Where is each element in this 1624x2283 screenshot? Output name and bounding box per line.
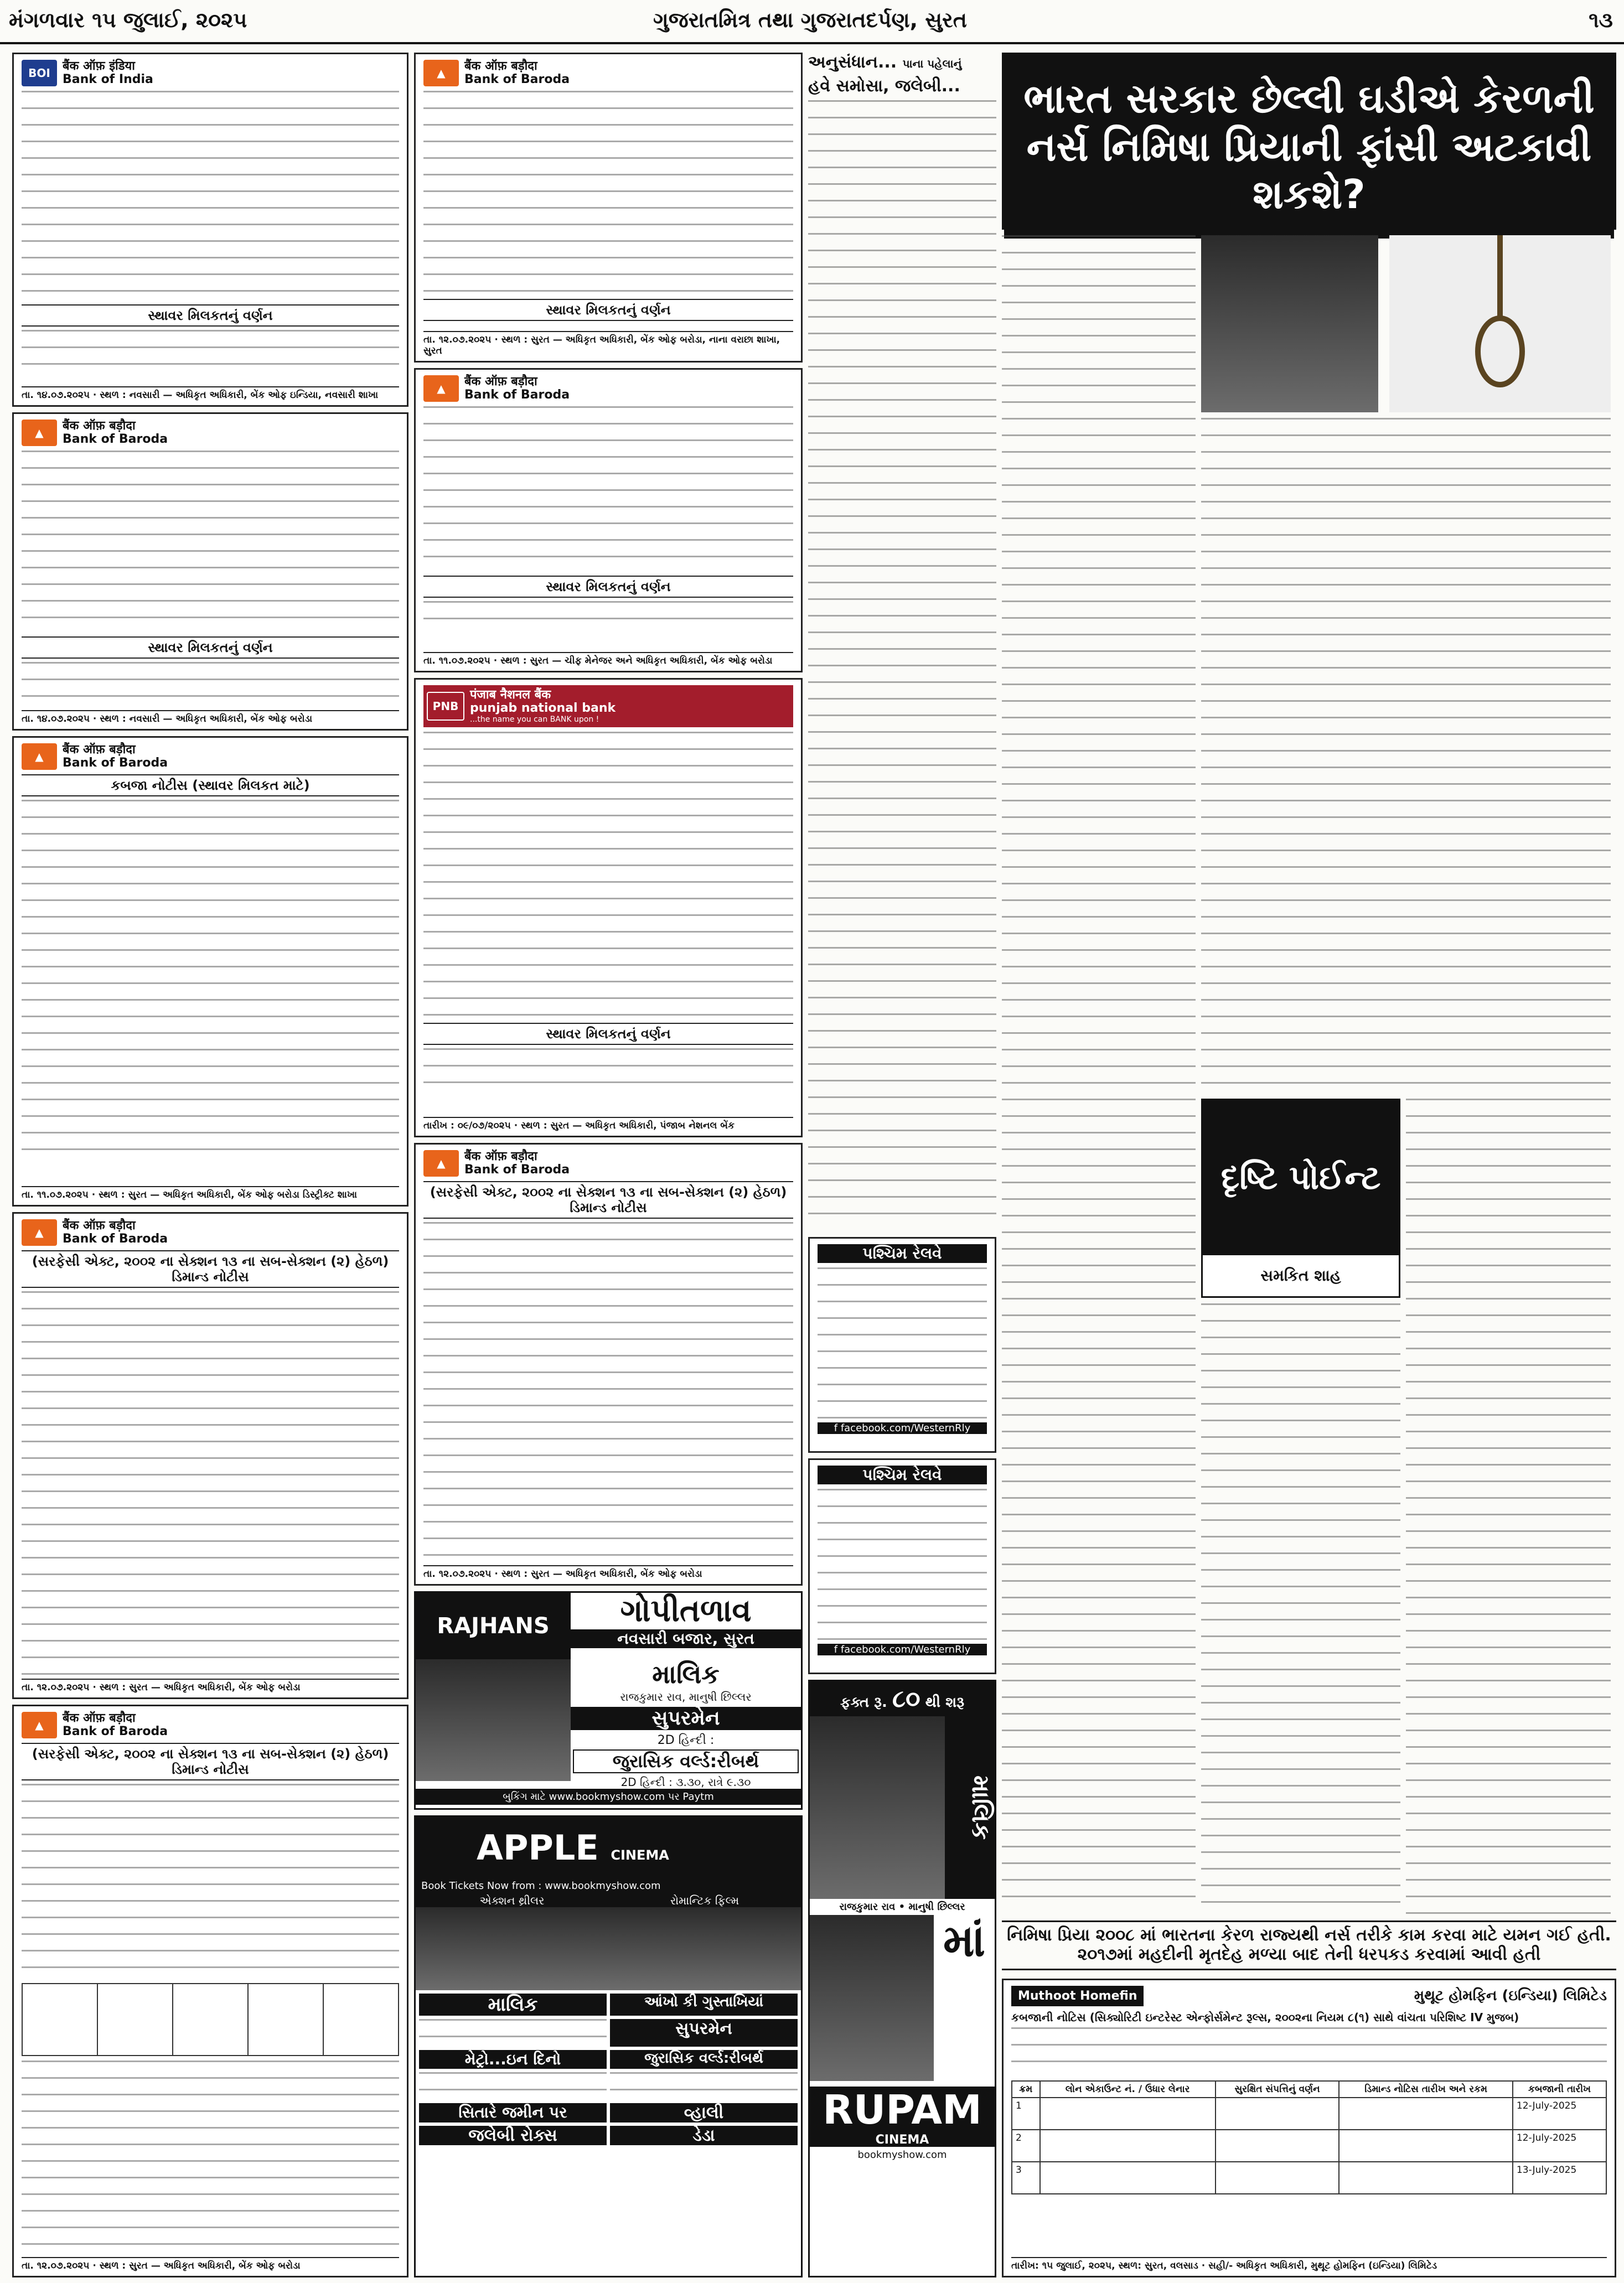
bob-logo-icon: ▲ bbox=[22, 1712, 57, 1738]
notice-bob-6: ▲ बैंक ऑफ़ बड़ौदा Bank of Baroda સ્થાવર મિલકતનું વર્ણન તા. ૧૧.૦૭.૨૦૨૫ · સ્થળ : સુરત — ચીફ મેનેજર અને અધિકૃત અધિકારી, બેંક ઓફ બરોડા bbox=[414, 368, 803, 672]
header-page-number: ૧૩ bbox=[1589, 8, 1613, 32]
property-description bbox=[22, 662, 399, 706]
movie-item: જલેબી રોક્સ bbox=[419, 2126, 607, 2145]
movie-poster bbox=[416, 1659, 571, 1781]
rupam-logo: RUPAM bbox=[810, 2087, 995, 2133]
muthoot-notice bbox=[1002, 1979, 1616, 2277]
apple-cinema-ad bbox=[414, 1815, 803, 2277]
movie-item: માલિક bbox=[419, 1994, 607, 2016]
notice-title: (સરફેસી એક્ટ, ૨૦૦૨ ના સેક્શન ૧૩ ના સબ-સેક્શન (૨) હેઠળ) ડિમાન્ડ નોટીસ bbox=[22, 1743, 399, 1780]
notice-bob-4: ▲ बैंक ऑफ़ बड़ौदा Bank of Baroda (સરફેસી એક્ટ, ૨૦૦૨ ના સેક્શન ૧૩ ના સબ-સેક્શન (૨) હેઠળ) ડિમાન્ડ નોટીસ તા. ૧૨.૦૭.૨૦૨૫ · સ્થળ : સુરત — અધિકૃત અધિકારી, બેંક ઓફ બરોડા bbox=[12, 1705, 408, 2277]
notice-title: સ્થાવર મિલકતનું વર્ણન bbox=[22, 636, 399, 659]
muthoot-title: કબજાની નોટિસ (સિક્યોરિટી ઇન્ટરેસ્ટ એન્ફોર્સમેન્ટ રૂલ્સ, ૨૦૦૨ના નિયમ ૮(૧) સાથે વાંચતા પરિશિષ્ટ IV મુજબ) bbox=[1011, 2011, 1519, 2024]
muthoot-company: મુથૂટ હોમફિન (ઇન્ડિયા) લિમિટેડ bbox=[1414, 1987, 1607, 2005]
article-col-2b bbox=[1201, 1303, 1400, 1918]
bob-logo-icon: ▲ bbox=[423, 375, 459, 402]
movie-cast: રાજકુમાર રાવ • માનુષી છિલ્લર bbox=[839, 1901, 965, 1913]
article-body-text bbox=[1201, 418, 1611, 1093]
facebook-link[interactable]: f facebook.com/WesternRly bbox=[818, 1644, 987, 1655]
bank-name-hi: बैंक ऑफ़ इंडिया bbox=[63, 59, 135, 73]
notice-footer: તા. ૧૪.૦૭.૨૦૨૫ · સ્થળ : નવસારી — અધિકૃત અધિકારી, બેંક ઓફ બરોડા bbox=[22, 710, 399, 724]
bob-logo-icon: ▲ bbox=[423, 1150, 459, 1177]
notice-title: સ્થાવર મિલકતનું વર્ણન bbox=[423, 1023, 793, 1045]
bank-header bbox=[22, 60, 399, 86]
bob-logo-icon: ▲ bbox=[22, 743, 57, 770]
article-col-2-3 bbox=[1201, 418, 1611, 1093]
cinema-title: ગોપીતળાવ bbox=[620, 1593, 752, 1629]
notice-body-text bbox=[423, 732, 793, 1019]
movie-item: મેટ્રો...ઇન દિનો bbox=[419, 2050, 607, 2069]
movie-poster bbox=[810, 1716, 945, 1899]
notice-body-text bbox=[423, 91, 793, 296]
column-author: સમકિત શાહ bbox=[1260, 1266, 1341, 1285]
movie-title-3: જુરાસિક વર્લ્ડ:રીબર્થ bbox=[573, 1749, 799, 1773]
movie-title-2: સુપરમેન bbox=[571, 1707, 801, 1730]
notice-bob-7: ▲ बैंक ऑफ़ बड़ौदा Bank of Baroda (સરફેસી એક્ટ, ૨૦૦૨ ના સેક્શન ૧૩ ના સબ-સેક્શન (૨) હેઠળ) ડિમાન્ડ નોટીસ તા. ૧૨.૦૭.૨૦૨૫ · સ્થળ : સુરત — અધિકૃત અધિકારી, બેંક ઓફ બરોડા bbox=[414, 1143, 803, 1586]
movie-title: માલિક bbox=[652, 1659, 720, 1689]
article-body-text bbox=[1201, 1303, 1400, 1918]
movie-list bbox=[416, 1990, 801, 2149]
notice-title: કબજા નોટીસ (સ્થાવર મિલકત માટે) bbox=[22, 774, 399, 796]
notice-bob-1: ▲ बैंक ऑफ़ बड़ौदा Bank of Baroda સ્થાવર મિલકતનું વર્ણન તા. ૧૪.૦૭.૨૦૨૫ · સ્થળ : નવસારી — અધિકૃત અધિકારી, બેંક ઓફ બરોડા bbox=[12, 412, 408, 731]
table-header: ડિમાન્ડ નોટિસ તારીખ અને રકમ bbox=[1339, 2081, 1512, 2098]
booking-info: Book Tickets Now from : www.bookmyshow.com bbox=[416, 1878, 801, 1894]
railway-notice-2 bbox=[808, 1458, 996, 1674]
notice-body-text bbox=[818, 1267, 987, 1422]
cinema-location: નવસારી બજાર, સુરત bbox=[571, 1629, 801, 1648]
bob-logo-icon: ▲ bbox=[423, 60, 459, 86]
notice-footer: તા. ૧૨.૦૭.૨૦૨૫ · સ્થળ : સુરત — અધિકૃત અધિકારી, બેંક ઓફ બરોડા bbox=[423, 1565, 793, 1580]
notice-boi bbox=[12, 53, 408, 407]
table-header: ક્રમ bbox=[1012, 2081, 1040, 2098]
rajhans-cinema-ad: RAJHANS ગોપીતળાવ નવસારી બજાર, સુરત માલિક રાજકુમાર રાવ, માનુષી છિલ્લર સુપરમેન 2D હિન્દી : જુરાસિક વર્લ્ડ:રીબર્થ 2D હિન્દી : ૩.૩૦, રાત્રે ૯.૩૦ બુકિંગ માટે www.bookmyshow.com પર Paytm bbox=[414, 1591, 803, 1810]
bob-logo-icon: ▲ bbox=[22, 420, 57, 446]
subhead: હવે સમોસા, જલેબી... bbox=[808, 76, 960, 96]
bob-logo-icon: ▲ bbox=[22, 1219, 57, 1246]
property-description bbox=[423, 601, 793, 634]
movie-poster bbox=[608, 1907, 801, 1990]
movie-item: સિતારે જમીન પર bbox=[419, 2103, 607, 2122]
rupam-logo-sub: CINEMA bbox=[810, 2133, 995, 2147]
notice-body-text bbox=[423, 1222, 793, 1560]
table-header: લોન એકાઉન્ટ નં. / ઉધાર લેનાર bbox=[1040, 2081, 1216, 2098]
notice-footer: તા. ૧૨.૦૭.૨૦૨૫ · સ્થળ : સુરત — અધિકૃત અધિકારી, બેંક ઓફ બરોડા bbox=[22, 2257, 399, 2271]
notice-bob-3: ▲ बैंक ऑफ़ बड़ौदा Bank of Baroda (સરફેસી એક્ટ, ૨૦૦૨ ના સેક્શન ૧૩ ના સબ-સેક્શન (૨) હેઠળ) ડિમાન્ડ નોટીસ તા. ૧૨.૦૭.૨૦૨૫ · સ્થળ : સુરત — અધિકૃત અધિકારી, બેંક ઓફ બરોડા bbox=[12, 1212, 408, 1699]
notice-title: સ્થાવર મિલકતનું વર્ણન bbox=[22, 304, 399, 327]
railway-notice-1 bbox=[808, 1237, 996, 1453]
movie-item: જુરાસિક વર્લ્ડ:રીબર્થ bbox=[610, 2050, 798, 2069]
muthoot-logo: Muthoot Homefin bbox=[1011, 1986, 1144, 2006]
pull-quote: નિમિષા પ્રિયા ૨૦૦૮ માં ભારતના કેરળ રાજ્યથી નર્સ તરીકે કામ કરવા માટે યમન ગઈ હતી. ૨૦૧૭માં મહદીની મૃતદેહ મળ્યા બાદ તેની ધરપકડ કરવામાં આવી હતી bbox=[1002, 1920, 1616, 1970]
column-logo bbox=[1201, 1099, 1400, 1298]
notice-title: સ્થાવર મિલકતનું વર્ણન bbox=[423, 576, 793, 598]
movie-title-2: માં bbox=[943, 1915, 986, 1966]
notice-body-text bbox=[818, 1489, 987, 1644]
notice-body-text bbox=[22, 1784, 399, 1983]
notice-footer: તા. ૧૧.૦૭.૨૦૨૫ · સ્થળ : સુરત — ચીફ મેનેજર અને અધિકૃત અધિકારી, બેંક ઓફ બરોડા bbox=[423, 652, 793, 666]
booking-info: બુકિંગ માટે www.bookmyshow.com પર Paytm bbox=[416, 1789, 801, 1805]
pnb-logo: PNB bbox=[427, 692, 464, 721]
notice-body-text bbox=[22, 1291, 399, 1679]
kicker: અનુસંધાન... પાના પહેલાનું bbox=[808, 53, 962, 72]
article-body-text bbox=[1002, 235, 1196, 1912]
notice-body-text bbox=[423, 406, 793, 572]
notice-bob-5: ▲ बैंक ऑफ़ बड़ौदा Bank of Baroda સ્થાવર મિલકતનું વર્ણન તા. ૧૨.૦૭.૨૦૨૫ · સ્થળ : સુરત — અધિકૃત અધિકારી, બેંક ઓફ બરોડા, નાના વરાછા શાખા, સુરત bbox=[414, 53, 803, 363]
notice-title: (સરફેસી એક્ટ, ૨૦૦૨ ના સેક્શન ૧૩ ના સબ-સેક્શન (૨) હેઠળ) ડિમાન્ડ નોટીસ bbox=[22, 1250, 399, 1288]
notice-title: સ્થાવર મિલકતનું વર્ણન bbox=[423, 299, 793, 321]
movie-item: આંખો કી ગુસ્તાખિયાં bbox=[610, 1994, 798, 2016]
article-col-1 bbox=[1002, 235, 1196, 1912]
notice-footer: તા. ૧૨.૦૭.૨૦૨૫ · સ્થળ : સુરત — અધિકૃત અધિકારી, બેંક ઓફ બરોડા, નાના વરાછા શાખા, સુરત bbox=[423, 331, 793, 356]
apple-cinema-logo: APPLE CINEMA bbox=[477, 1827, 669, 1868]
table-row: 3 13-July-2025 bbox=[1012, 2162, 1606, 2194]
notice-body-text bbox=[22, 800, 399, 1154]
page-header bbox=[0, 0, 1624, 44]
facebook-icon: f bbox=[834, 1422, 841, 1434]
movie-poster bbox=[810, 1915, 934, 2081]
column-title: દૃષ્ટિ પોઈન્ટ bbox=[1203, 1100, 1399, 1255]
notice-body-text bbox=[22, 451, 399, 633]
notice-pnb: PNB पंजाब नैशनल बैंक punjab national bank ...the name you can BANK upon ! સ્થાવર મિલકતનું વર્ણન તારીખ : ૦૯/૦૭/૨૦૨૫ · સ્થળ : સુરત — અધિકૃત અધિકારી, પંજાબ નેશનલ બેંક bbox=[414, 678, 803, 1137]
table-header: કબજાની તારીખ bbox=[1513, 2081, 1606, 2098]
article-body-text bbox=[1406, 1099, 1611, 1918]
article-col-3 bbox=[1406, 1099, 1611, 1918]
notice-body-text-2 bbox=[22, 2061, 399, 2249]
railway-title: પશ્ચિમ રેલવે bbox=[818, 1466, 987, 1484]
booking-info: bookmyshow.com bbox=[857, 2149, 947, 2161]
property-description bbox=[423, 1048, 793, 1093]
movie-poster bbox=[416, 1907, 608, 1990]
notice-body-text bbox=[22, 91, 399, 301]
movie-title: માલિક bbox=[945, 1716, 995, 1899]
nimisha-priya-photo bbox=[1201, 235, 1378, 412]
notice-footer: તારીખ : ૦૯/૦૭/૨૦૨૫ · સ્થળ : સુરત — અધિકૃત અધિકારી, પંજાબ નેશનલ બેંક bbox=[423, 1117, 793, 1131]
notice-bob-2: ▲ बैंक ऑफ़ बड़ौदा Bank of Baroda કબજા નોટીસ (સ્થાવર મિલકત માટે) તા. ૧૧.૦૭.૨૦૨૫ · સ્થળ : સુરત — અધિકૃત અધિકારી, બેંક ઓફ બરોડા ડિસ્ટ્રીક્ટ શાખા bbox=[12, 736, 408, 1207]
headline-band bbox=[1002, 53, 1616, 230]
notice-body-text bbox=[1011, 2027, 1607, 2077]
table-row: 2 12-July-2025 bbox=[1012, 2130, 1606, 2162]
property-description bbox=[22, 330, 399, 374]
notice-footer: તા. ૧૨.૦૭.૨૦૨૫ · સ્થળ : સુરત — અધિકૃત અધિકારી, બેંક ઓફ બરોડા bbox=[22, 1679, 399, 1693]
notice-footer: તા. ૧૧.૦૭.૨૦૨૫ · સ્થળ : સુરત — અધિકૃત અધિકારી, બેંક ઓફ બરોડા ડિસ્ટ્રીક્ટ શાખા bbox=[22, 1186, 399, 1200]
rajhans-logo: RAJHANS bbox=[416, 1593, 571, 1659]
article-body-text bbox=[808, 100, 996, 1229]
movie-lang: 2D હિન્દી : bbox=[657, 1733, 715, 1747]
muthoot-table bbox=[1011, 2080, 1607, 2194]
notice-footer: તા. ૧૪.૦૭.૨૦૨૫ · સ્થળ : નવસારી — અધિકૃત અધિકારી, બેંક ઓફ ઇન્ડિયા, નવસારી શાખા bbox=[22, 386, 399, 401]
noose-icon bbox=[1389, 235, 1611, 412]
bank-name-en: Bank of India bbox=[63, 73, 153, 87]
price-offer: ફક્ત રૂ. ૮૦ થી શરૂ bbox=[810, 1681, 995, 1716]
rupam-cinema-ad bbox=[808, 1680, 996, 2277]
movie-item: સુપરમેન bbox=[610, 2019, 798, 2047]
boi-logo: BOI bbox=[22, 60, 57, 86]
facebook-link[interactable]: f facebook.com/WesternRly bbox=[818, 1422, 987, 1434]
noose-image bbox=[1389, 235, 1611, 412]
notice-table bbox=[22, 1983, 399, 2056]
notice-footer: તારીખ: ૧૫ જુલાઈ, ૨૦૨૫, સ્થળ: સુરત, વલસાડ · સહી/- અધિકૃત અધિકારી, મુથૂટ હોમફિન (ઇન્ડિયા) લિમિટેડ bbox=[1011, 2257, 1607, 2271]
genre-label: એક્શન થ્રીલર bbox=[416, 1894, 608, 1907]
movie-cast: રાજકુમાર રાવ, માનુષી છિલ્લર bbox=[620, 1690, 752, 1704]
movie-item: વ્હાલી bbox=[610, 2103, 798, 2122]
genre-label: રોમાન્ટિક ફિલ્મ bbox=[608, 1894, 801, 1907]
movie-item: ડેડા bbox=[610, 2126, 798, 2145]
header-date: મંગળવાર ૧૫ જુલાઈ, ૨૦૨૫ bbox=[9, 8, 247, 32]
article-continuation bbox=[808, 53, 996, 1231]
article-headline: ભારત સરકાર છેલ્લી ઘડીએ કેરળની નર્સ નિમિષા પ્રિયાની ફાંસી અટકાવી શકશે? bbox=[1004, 55, 1614, 239]
table-header: સુરક્ષિત સંપત્તિનું વર્ણન bbox=[1216, 2081, 1339, 2098]
header-publication: ગુજરાતમિત્ર તથા ગુજરાતદર્પણ, સુરત bbox=[653, 8, 967, 32]
facebook-icon: f bbox=[834, 1644, 841, 1655]
railway-title: પશ્ચિમ રેલવે bbox=[818, 1244, 987, 1263]
notice-title: (સરફેસી એક્ટ, ૨૦૦૨ ના સેક્શન ૧૩ ના સબ-સેક્શન (૨) હેઠળ) ડિમાન્ડ નોટીસ bbox=[423, 1181, 793, 1219]
table-row: 1 12-July-2025 bbox=[1012, 2098, 1606, 2130]
